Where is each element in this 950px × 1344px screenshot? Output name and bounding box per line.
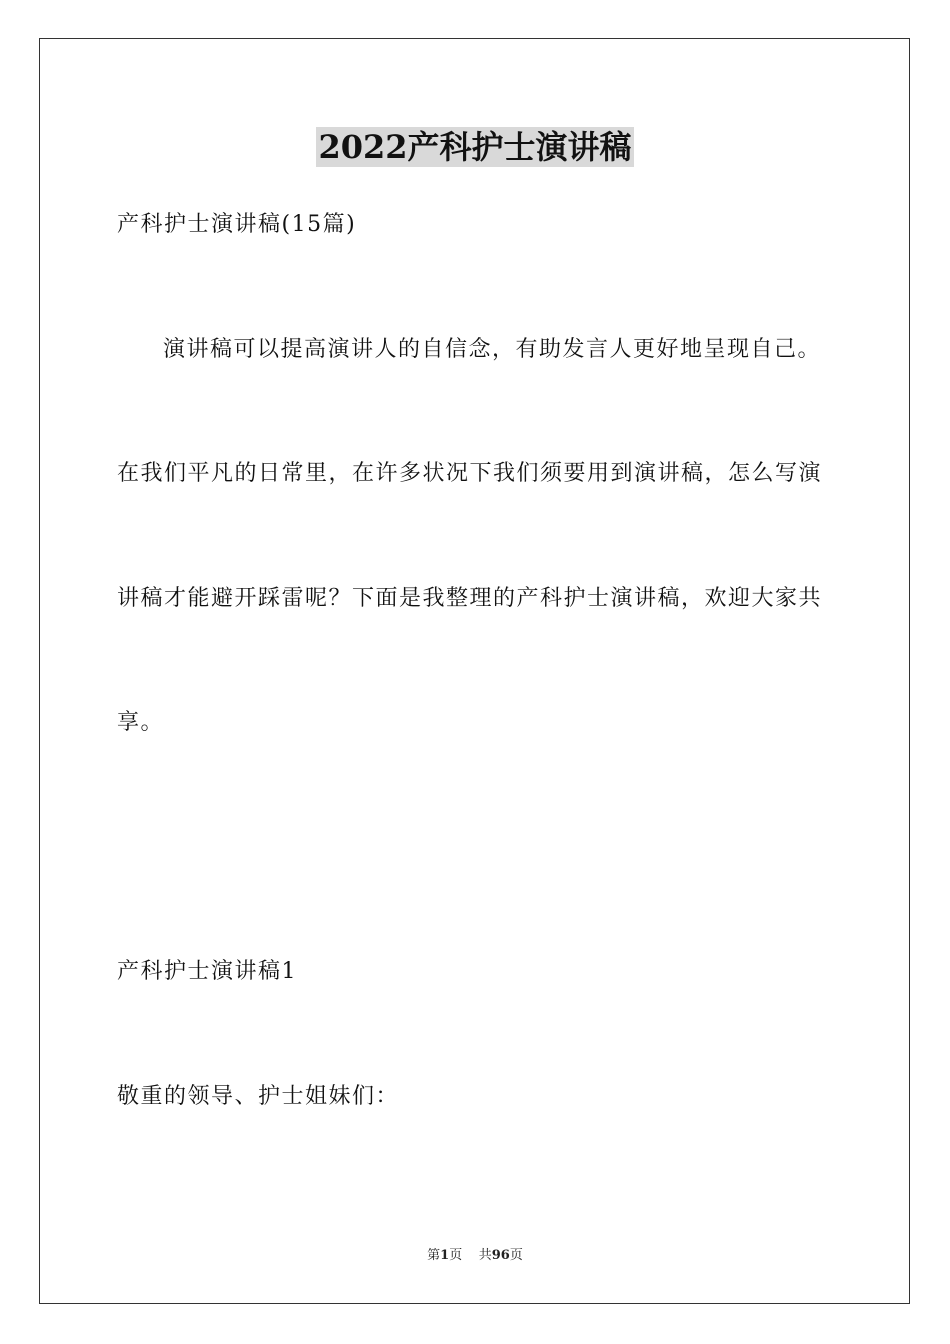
footer-total-prefix: 共 bbox=[478, 1248, 492, 1263]
footer-total-pages: 96 bbox=[491, 1248, 510, 1263]
page-footer bbox=[0, 1247, 950, 1265]
intro-line-2: 在我们平凡的日常里，在许多状况下我们须要用到演讲稿，怎么写演 bbox=[117, 461, 823, 486]
section-heading: 产科护士演讲稿1 bbox=[117, 959, 297, 984]
footer-total-suffix: 页 bbox=[509, 1248, 523, 1263]
subtitle-line: 产科护士演讲稿(15篇) bbox=[117, 212, 357, 237]
intro-line-3: 讲稿才能避开踩雷呢？下面是我整理的产科护士演讲稿，欢迎大家共 bbox=[117, 586, 823, 611]
intro-line-1: 演讲稿可以提高演讲人的自信念，有助发言人更好地呈现自己。 bbox=[163, 337, 822, 362]
intro-line-4: 享。 bbox=[117, 710, 165, 735]
salutation-line: 敬重的领导、护士姐妹们： bbox=[117, 1084, 400, 1109]
footer-page-number: 1 bbox=[440, 1248, 450, 1263]
document-title: 2022产科护士演讲稿 bbox=[318, 128, 632, 166]
footer-page-suffix: 页 bbox=[449, 1248, 463, 1263]
title-container bbox=[0, 127, 950, 167]
footer-page-prefix: 第 bbox=[427, 1248, 441, 1263]
